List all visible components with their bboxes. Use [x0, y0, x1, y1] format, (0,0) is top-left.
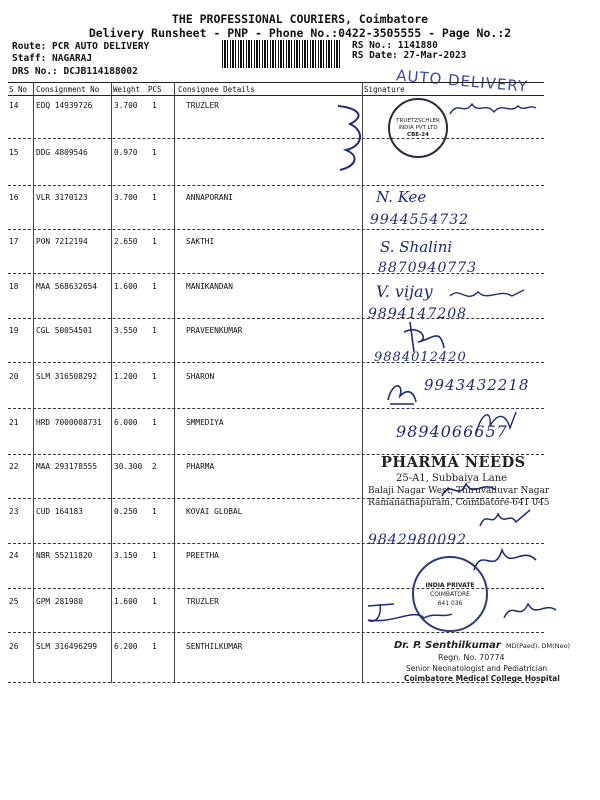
truetzschler-stamp-company: TRUETZSCHLER INDIA PVT LTD	[396, 117, 440, 131]
row-sno: 23	[9, 507, 19, 516]
row-weight: 3.700	[114, 101, 138, 110]
signature-row22	[440, 476, 500, 504]
row-consignment: SLM 316508292	[36, 372, 98, 381]
rs-date: RS Date: 27-Mar-2023	[352, 50, 467, 61]
phone-row17: 8870940773	[378, 260, 478, 276]
row-sno: 19	[9, 326, 19, 335]
truetzschler-stamp	[388, 98, 448, 158]
signature-row23	[476, 506, 536, 532]
row-consignment: MAA 293178555	[36, 462, 98, 471]
phone-row18: 9894147208	[368, 306, 468, 322]
runsheet-subtitle: Delivery Runsheet - PNP - Phone No.:0422-3505555 - Page No.:2	[88, 26, 512, 40]
row-consignment: VLR 3170123	[36, 193, 88, 202]
table-row	[0, 237, 600, 281]
signature-row20	[384, 378, 420, 408]
row-pcs: 1	[152, 507, 157, 516]
table-row	[0, 326, 600, 370]
row-sno: 24	[9, 551, 19, 560]
pharma-stamp-address2: Balaji Nagar West, Thiruvalluvar Nagar	[368, 486, 550, 496]
row-consignment: DDG 4809546	[36, 148, 88, 157]
col-header-weight: Weight	[113, 85, 141, 94]
signature-name-row17: S. Shalini	[380, 238, 453, 256]
row-separator	[8, 185, 544, 186]
rs-number: RS No.: 1141880	[352, 40, 438, 51]
india-stamp-line3: 641 036	[437, 599, 463, 607]
row-pcs: 1	[152, 418, 157, 427]
pharma-stamp-address3: Ramanathapuram, Coimbatore-641 045	[368, 498, 550, 508]
row-sno: 17	[9, 237, 19, 246]
row-consignment: MAA 568632654	[36, 282, 98, 291]
row-consignment: GPM 281980	[36, 597, 83, 606]
row-consignment: EDQ 14939726	[36, 101, 93, 110]
row-consignee: MANIKANDAN	[186, 282, 233, 291]
row-sno: 25	[9, 597, 19, 606]
signature-row25	[364, 598, 454, 628]
row-consignee: KOVAI GLOBAL	[186, 507, 243, 516]
row-sno: 26	[9, 642, 19, 651]
row-consignee: TRUZLER	[186, 101, 219, 110]
row-consignee: PHARMA	[186, 462, 215, 471]
row-weight: 3.700	[114, 193, 138, 202]
row-sno: 22	[9, 462, 19, 471]
row-weight: 3.150	[114, 551, 138, 560]
signature-row18-scribble	[448, 284, 528, 306]
phone-row16: 9944554732	[370, 212, 470, 228]
row-pcs: 1	[152, 282, 157, 291]
row-sno: 21	[9, 418, 19, 427]
row-sno: 14	[9, 101, 19, 110]
row-sno: 20	[9, 372, 19, 381]
signature-row14	[448, 96, 538, 120]
india-stamp-line2: COIMBATORE	[430, 590, 470, 598]
col-header-consignee: Consignee Details	[178, 85, 255, 94]
col-header-sno: S No	[9, 85, 28, 94]
signature-row25-right	[500, 596, 560, 626]
signature-row21	[470, 404, 520, 440]
row-consignment: HRD 7000008731	[36, 418, 102, 427]
signature-scribble-row14	[330, 100, 380, 172]
table-row	[0, 193, 600, 237]
row-pcs: 1	[152, 101, 157, 110]
signature-name-row18: V. vijay	[376, 282, 433, 301]
pharma-stamp-name: PHARMA NEEDS	[381, 454, 526, 471]
phone-row21: 9894066657	[396, 422, 508, 441]
row-weight: 0.970	[114, 148, 138, 157]
row-consignment: CGL 50054501	[36, 326, 93, 335]
row-pcs: 1	[152, 642, 157, 651]
row-separator	[8, 138, 544, 139]
row-weight: 1.600	[114, 597, 138, 606]
col-header-signature: Signature	[364, 85, 405, 94]
row-weight: 3.550	[114, 326, 138, 335]
truetzschler-stamp-code: CBE-24	[407, 131, 429, 138]
phone-row20: 9943432218	[424, 376, 530, 394]
row-pcs: 1	[152, 597, 157, 606]
row-consignee: SHARON	[186, 372, 215, 381]
row-weight: 6.200	[114, 642, 138, 651]
row-weight: 2.650	[114, 237, 138, 246]
row-weight: 0.250	[114, 507, 138, 516]
row-consignee: SMMEDIYA	[186, 418, 224, 427]
row-pcs: 1	[152, 237, 157, 246]
signature-name-row16: N. Kee	[376, 188, 427, 206]
header-top-rule	[8, 82, 544, 83]
row-weight: 1.200	[114, 372, 138, 381]
doctor-regn: Regn. No. 70774	[438, 653, 505, 662]
route-label: Route: PCR AUTO DELIVERY	[12, 41, 150, 52]
row-consignee: ANNAPORANI	[186, 193, 233, 202]
drs-number: DRS No.: DCJB114188002	[12, 66, 138, 77]
doctor-qualification: MD(Paed), DM(Neo)	[506, 642, 571, 650]
row-separator	[8, 408, 544, 409]
row-separator	[8, 229, 544, 230]
company-title: THE PROFESSIONAL COURIERS, Coimbatore	[171, 12, 429, 26]
row-pcs: 1	[152, 326, 157, 335]
row-consignee: TRUZLER	[186, 597, 219, 606]
col-header-pcs: PCS	[148, 85, 162, 94]
row-consignee: SENTHILKUMAR	[186, 642, 243, 651]
row-consignment: PON 7212194	[36, 237, 88, 246]
auto-delivery-stamp: AUTO DELIVERY	[395, 66, 529, 96]
phone-row19: 9884012420	[374, 350, 467, 365]
row-sno: 15	[9, 148, 19, 157]
row-consignment: SLM 316496299	[36, 642, 98, 651]
row-pcs: 1	[152, 551, 157, 560]
col-header-consignment: Consignment No	[36, 85, 100, 94]
row-sno: 18	[9, 282, 19, 291]
pharma-stamp-address1: 25-A1, Subbaiya Lane	[396, 473, 508, 484]
barcode	[222, 40, 342, 68]
row-pcs: 1	[152, 148, 157, 157]
doctor-hospital: Coimbatore Medical College Hospital	[404, 674, 560, 683]
row-weight: 30.300	[114, 462, 143, 471]
row-consignee: SAKTHI	[186, 237, 215, 246]
row-separator	[8, 632, 544, 633]
row-consignee: PREETHA	[186, 551, 219, 560]
phone-row24: 9842980092	[368, 532, 468, 548]
staff-label: Staff: NAGARAJ	[12, 53, 93, 64]
doctor-name: Dr. P. Senthilkumar	[394, 640, 501, 651]
row-pcs: 1	[152, 193, 157, 202]
row-consignment: CUD 164183	[36, 507, 83, 516]
row-consignee: PRAVEENKUMAR	[186, 326, 243, 335]
row-pcs: 1	[152, 372, 157, 381]
row-sno: 16	[9, 193, 19, 202]
row-pcs: 2	[152, 462, 157, 471]
row-weight: 1.600	[114, 282, 138, 291]
row-weight: 6.000	[114, 418, 138, 427]
row-consignment: NBR 55211820	[36, 551, 93, 560]
doctor-title: Senior Neonatologist and Pediatrician	[406, 664, 548, 673]
india-stamp-line1: INDIA PRIVATE	[425, 581, 475, 589]
